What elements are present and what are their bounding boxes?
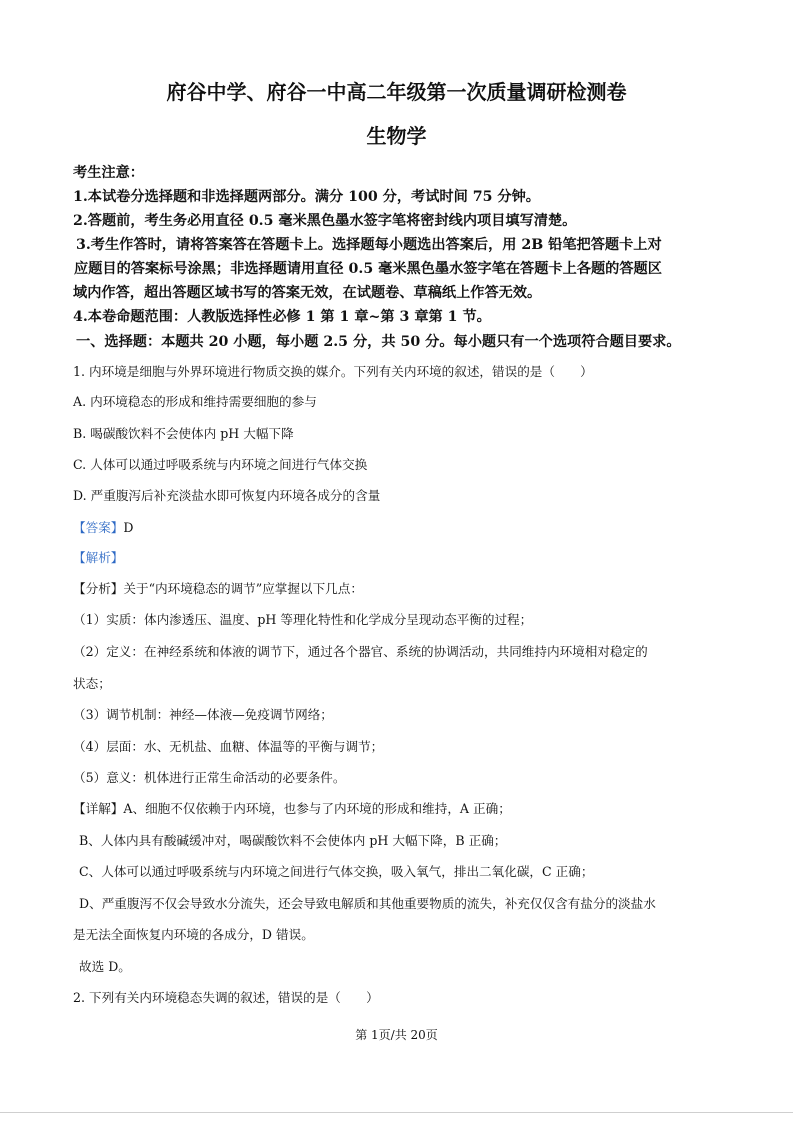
analysis-tag: 【解析】 — [73, 550, 124, 565]
xiangjie-first: A、细胞不仅依赖于内环境，也参与了内环境的形成和维持，A 正确； — [123, 801, 511, 816]
option-c: C. 人体可以通过呼吸系统与内环境之间进行气体交换 — [73, 457, 368, 472]
detail-item: B、人体内具有酸碱缓冲对，喝碳酸饮料不会使体内 pH 大幅下降，B 正确； — [79, 833, 507, 848]
page-footer: 第 1页/共 20页 — [355, 1028, 438, 1042]
exam-title: 府谷中学、府谷一中高二年级第一次质量调研检测卷 — [166, 80, 627, 104]
notice-item: 域内作答，超出答题区域书写的答案无效，在试题卷、草稿纸上作答无效。 — [73, 285, 542, 301]
bottom-rule — [0, 1112, 793, 1113]
answer-tag: 【答案】 — [73, 520, 124, 535]
notice-item: 4.本卷命题范围：人教版选择性必修 1 第 1 章~第 3 章第 1 节。 — [73, 309, 491, 325]
notice-item: 2.答题前，考生务必用直径 0.5 毫米黑色墨水签字笔将密封线内项目填写清楚。 — [73, 213, 577, 229]
option-a: A. 内环境稳态的形成和维持需要细胞的参与 — [73, 394, 317, 409]
point-item: （3）调节机制：神经—体液—免疫调节网络； — [73, 707, 333, 722]
notice-item: 3.考生作答时，请将答案答在答题卡上。选择题每小题选出答案后，用 2B 铅笔把答题卡上对 — [76, 237, 662, 253]
point-item: （5）意义：机体进行正常生命活动的必要条件。 — [73, 770, 346, 785]
question-stem: 2. 下列有关内环境稳态失调的叙述，错误的是（ ） — [73, 990, 379, 1005]
point-item: （4）层面：水、无机盐、血糖、体温等的平衡与调节； — [73, 739, 384, 754]
question-stem: 1. 内环境是细胞与外界环境进行物质交换的媒介。下列有关内环境的叙述，错误的是（ ） — [73, 364, 593, 379]
section-heading: 一、选择题：本题共 20 小题，每小题 2.5 分，共 50 分。每小题只有一个选项符合题目要求。 — [76, 334, 681, 350]
notice-item: 1.本试卷分选择题和非选择题两部分。满分 100 分，考试时间 75 分钟。 — [73, 189, 540, 205]
detail-item: D、严重腹泻不仅会导致水分流失，还会导致电解质和其他重要物质的流失，补充仅仅含有盐分的淡盐水 — [79, 896, 656, 911]
detail-item: 是无法全面恢复内环境的各成分，D 错误。 — [73, 927, 314, 942]
subject-title: 生物学 — [366, 124, 427, 148]
notice-heading: 考生注意： — [73, 165, 144, 181]
answer-value: D — [123, 520, 134, 535]
fenxi-intro: 关于“内环境稳态的调节”应掌握以下几点： — [123, 581, 363, 596]
detail-item: 故选 D。 — [79, 959, 131, 974]
point-item: （1）实质：体内渗透压、温度、pH 等理化特性和化学成分呈现动态平衡的过程； — [73, 612, 533, 627]
xiangjie-tag: 【详解】 — [73, 801, 124, 816]
option-d: D. 严重腹泻后补充淡盐水即可恢复内环境各成分的含量 — [73, 488, 381, 503]
point-item: （2）定义：在神经系统和体液的调节下，通过各个器官、系统的协调活动，共同维持内环境相对稳定的 — [73, 644, 648, 659]
answer-line — [73, 517, 133, 536]
fenxi-tag: 【分析】 — [73, 581, 124, 596]
point-item: 状态； — [73, 676, 111, 691]
option-b: B. 喝碳酸饮料不会使体内 pH 大幅下降 — [73, 426, 294, 441]
xiangjie-line — [73, 798, 511, 817]
detail-item: C、人体可以通过呼吸系统与内环境之间进行气体交换，吸入氧气，排出二氧化碳，C 正确； — [79, 864, 594, 879]
fenxi-line — [73, 578, 363, 597]
notice-item: 应题目的答案标号涂黑；非选择题请用直径 0.5 毫米黑色墨水签字笔在答题卡上各题的答题区 — [74, 261, 662, 277]
